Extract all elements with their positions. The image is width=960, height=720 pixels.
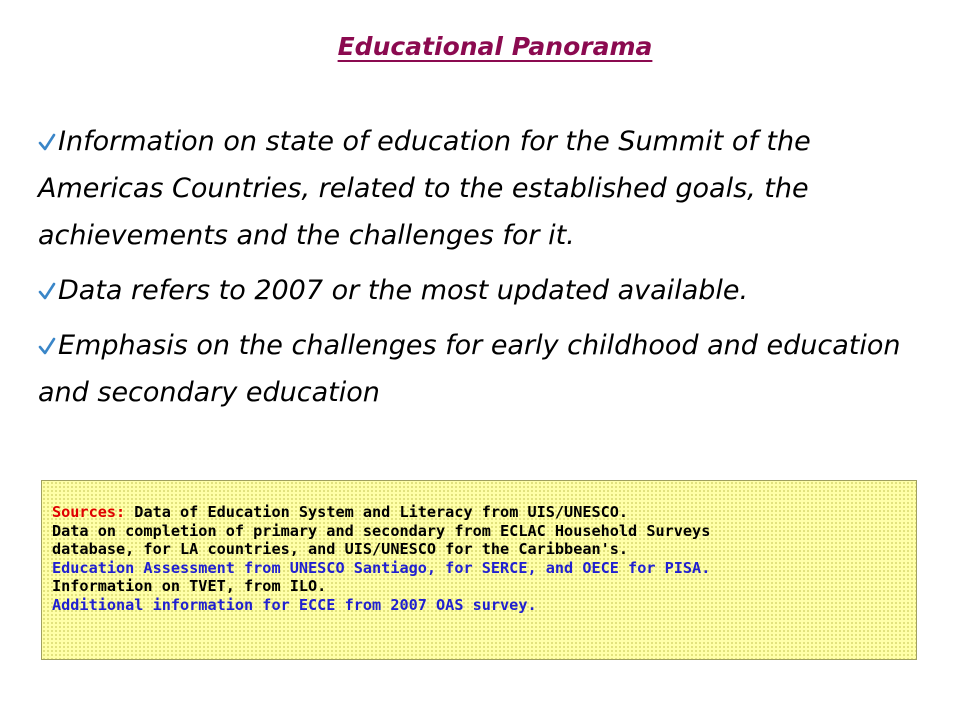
bullet-text: Emphasis on the challenges for early childhood and education and secondary education [38, 330, 901, 408]
sources-box [41, 480, 917, 660]
sources-line-4: Education Assessment from UNESCO Santiago, for SERCE, and OECE for PISA. [52, 558, 711, 577]
bullet-item-2 [38, 267, 928, 314]
checkmark-icon [38, 336, 56, 356]
sources-text: Data of Education System and Literacy from UIS/UNESCO. [125, 503, 629, 521]
bullet-text: Data refers to 2007 or the most updated available. [58, 275, 749, 306]
bullet-text: Information on state of education for the Summit of the Americas Countries, related to the established goals, the achievements and the challenges for it. [38, 126, 811, 251]
page-title: Educational Panorama [337, 32, 653, 61]
bullet-item-3 [38, 322, 928, 416]
sources-line-2: Data on completion of primary and secondary from ECLAC Household Surveys [52, 521, 711, 540]
sources-label: Sources: [52, 503, 126, 521]
bullet-item-1 [38, 118, 928, 259]
bullet-list [38, 118, 928, 424]
checkmark-icon [38, 281, 56, 301]
checkmark-icon [38, 132, 56, 152]
sources-line-1 [52, 503, 916, 522]
sources-line-3: database, for LA countries, and UIS/UNESCO for the Caribbean's. [52, 540, 629, 558]
sources-line-5: Information on TVET, from ILO. [52, 577, 327, 595]
sources-line-6: Additional information for ECCE from 2007 OAS survey. [52, 595, 537, 614]
